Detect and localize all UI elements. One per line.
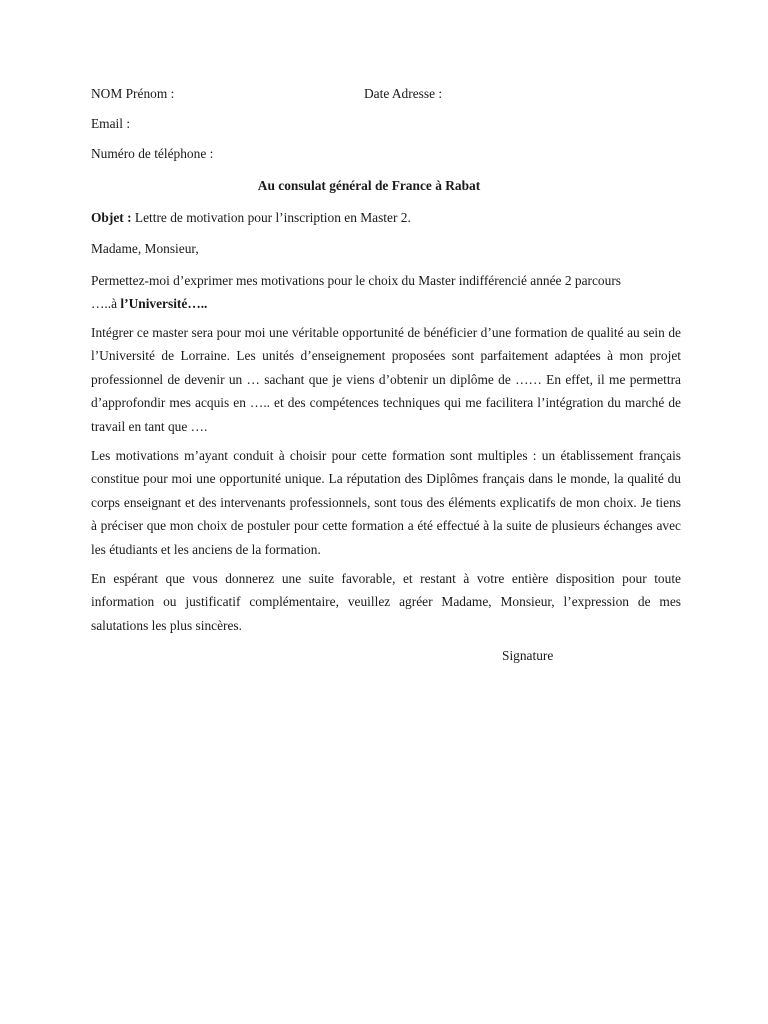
intro-university: l’Université….. bbox=[120, 296, 208, 311]
recipient-text: Au consulat général de France à Rabat bbox=[257, 178, 481, 193]
telephone-label: Numéro de téléphone : bbox=[91, 146, 214, 161]
paragraph-1: Intégrer ce master sera pour moi une véritable opportunité de bénéficier d’une formation de qualité au sein de l’Université de Lorraine. Les unités d’enseignement proposées sont parfaitement adaptées à mon projet professionnel de devenir un … sachant que je viens d’obtenir un diplôme de …… En effet, il me permettra d’approfondir mes acquis en ….. et des compétences techniques qui me facilitera l’intégration du marché de travail en tant que …. bbox=[91, 325, 681, 434]
nom-prenom-label: NOM Prénom : bbox=[91, 86, 175, 101]
intro-line-1: Permettez-moi d’exprimer mes motivations pour le choix du Master indifférencié année 2 parcours bbox=[91, 273, 621, 288]
objet-label: Objet : bbox=[91, 210, 132, 225]
paragraph-2: Les motivations m’ayant conduit à choisir pour cette formation sont multiples : un établissement français constitue pour moi une opportunité unique. La réputation des Diplômes français dans le monde, la qualité du corps enseignant et des intervenants professionnels, sont tous des éléments explicatifs de mon choix. Je tiens à préciser que mon choix de postuler pour cette formation a été effectué à la suite de plusieurs échanges avec les étudiants et les anciens de la formation. bbox=[91, 448, 681, 557]
date-adresse-label: Date Adresse : bbox=[364, 86, 443, 101]
signature-label: Signature bbox=[502, 648, 554, 663]
objet-line bbox=[91, 210, 411, 226]
intro-line-2 bbox=[91, 296, 207, 312]
intro-line-2-prefix: …..à bbox=[91, 296, 121, 311]
email-label: Email : bbox=[91, 116, 131, 131]
salutation: Madame, Monsieur, bbox=[91, 241, 199, 256]
recipient-heading bbox=[0, 178, 768, 194]
objet-text: Lettre de motivation pour l’inscription en Master 2. bbox=[131, 210, 411, 225]
paragraph-3: En espérant que vous donnerez une suite favorable, et restant à votre entière disposition pour toute information ou justificatif complémentaire, veuillez agréer Madame, Monsieur, l’expression de mes salutations les plus sincères. bbox=[91, 571, 681, 633]
